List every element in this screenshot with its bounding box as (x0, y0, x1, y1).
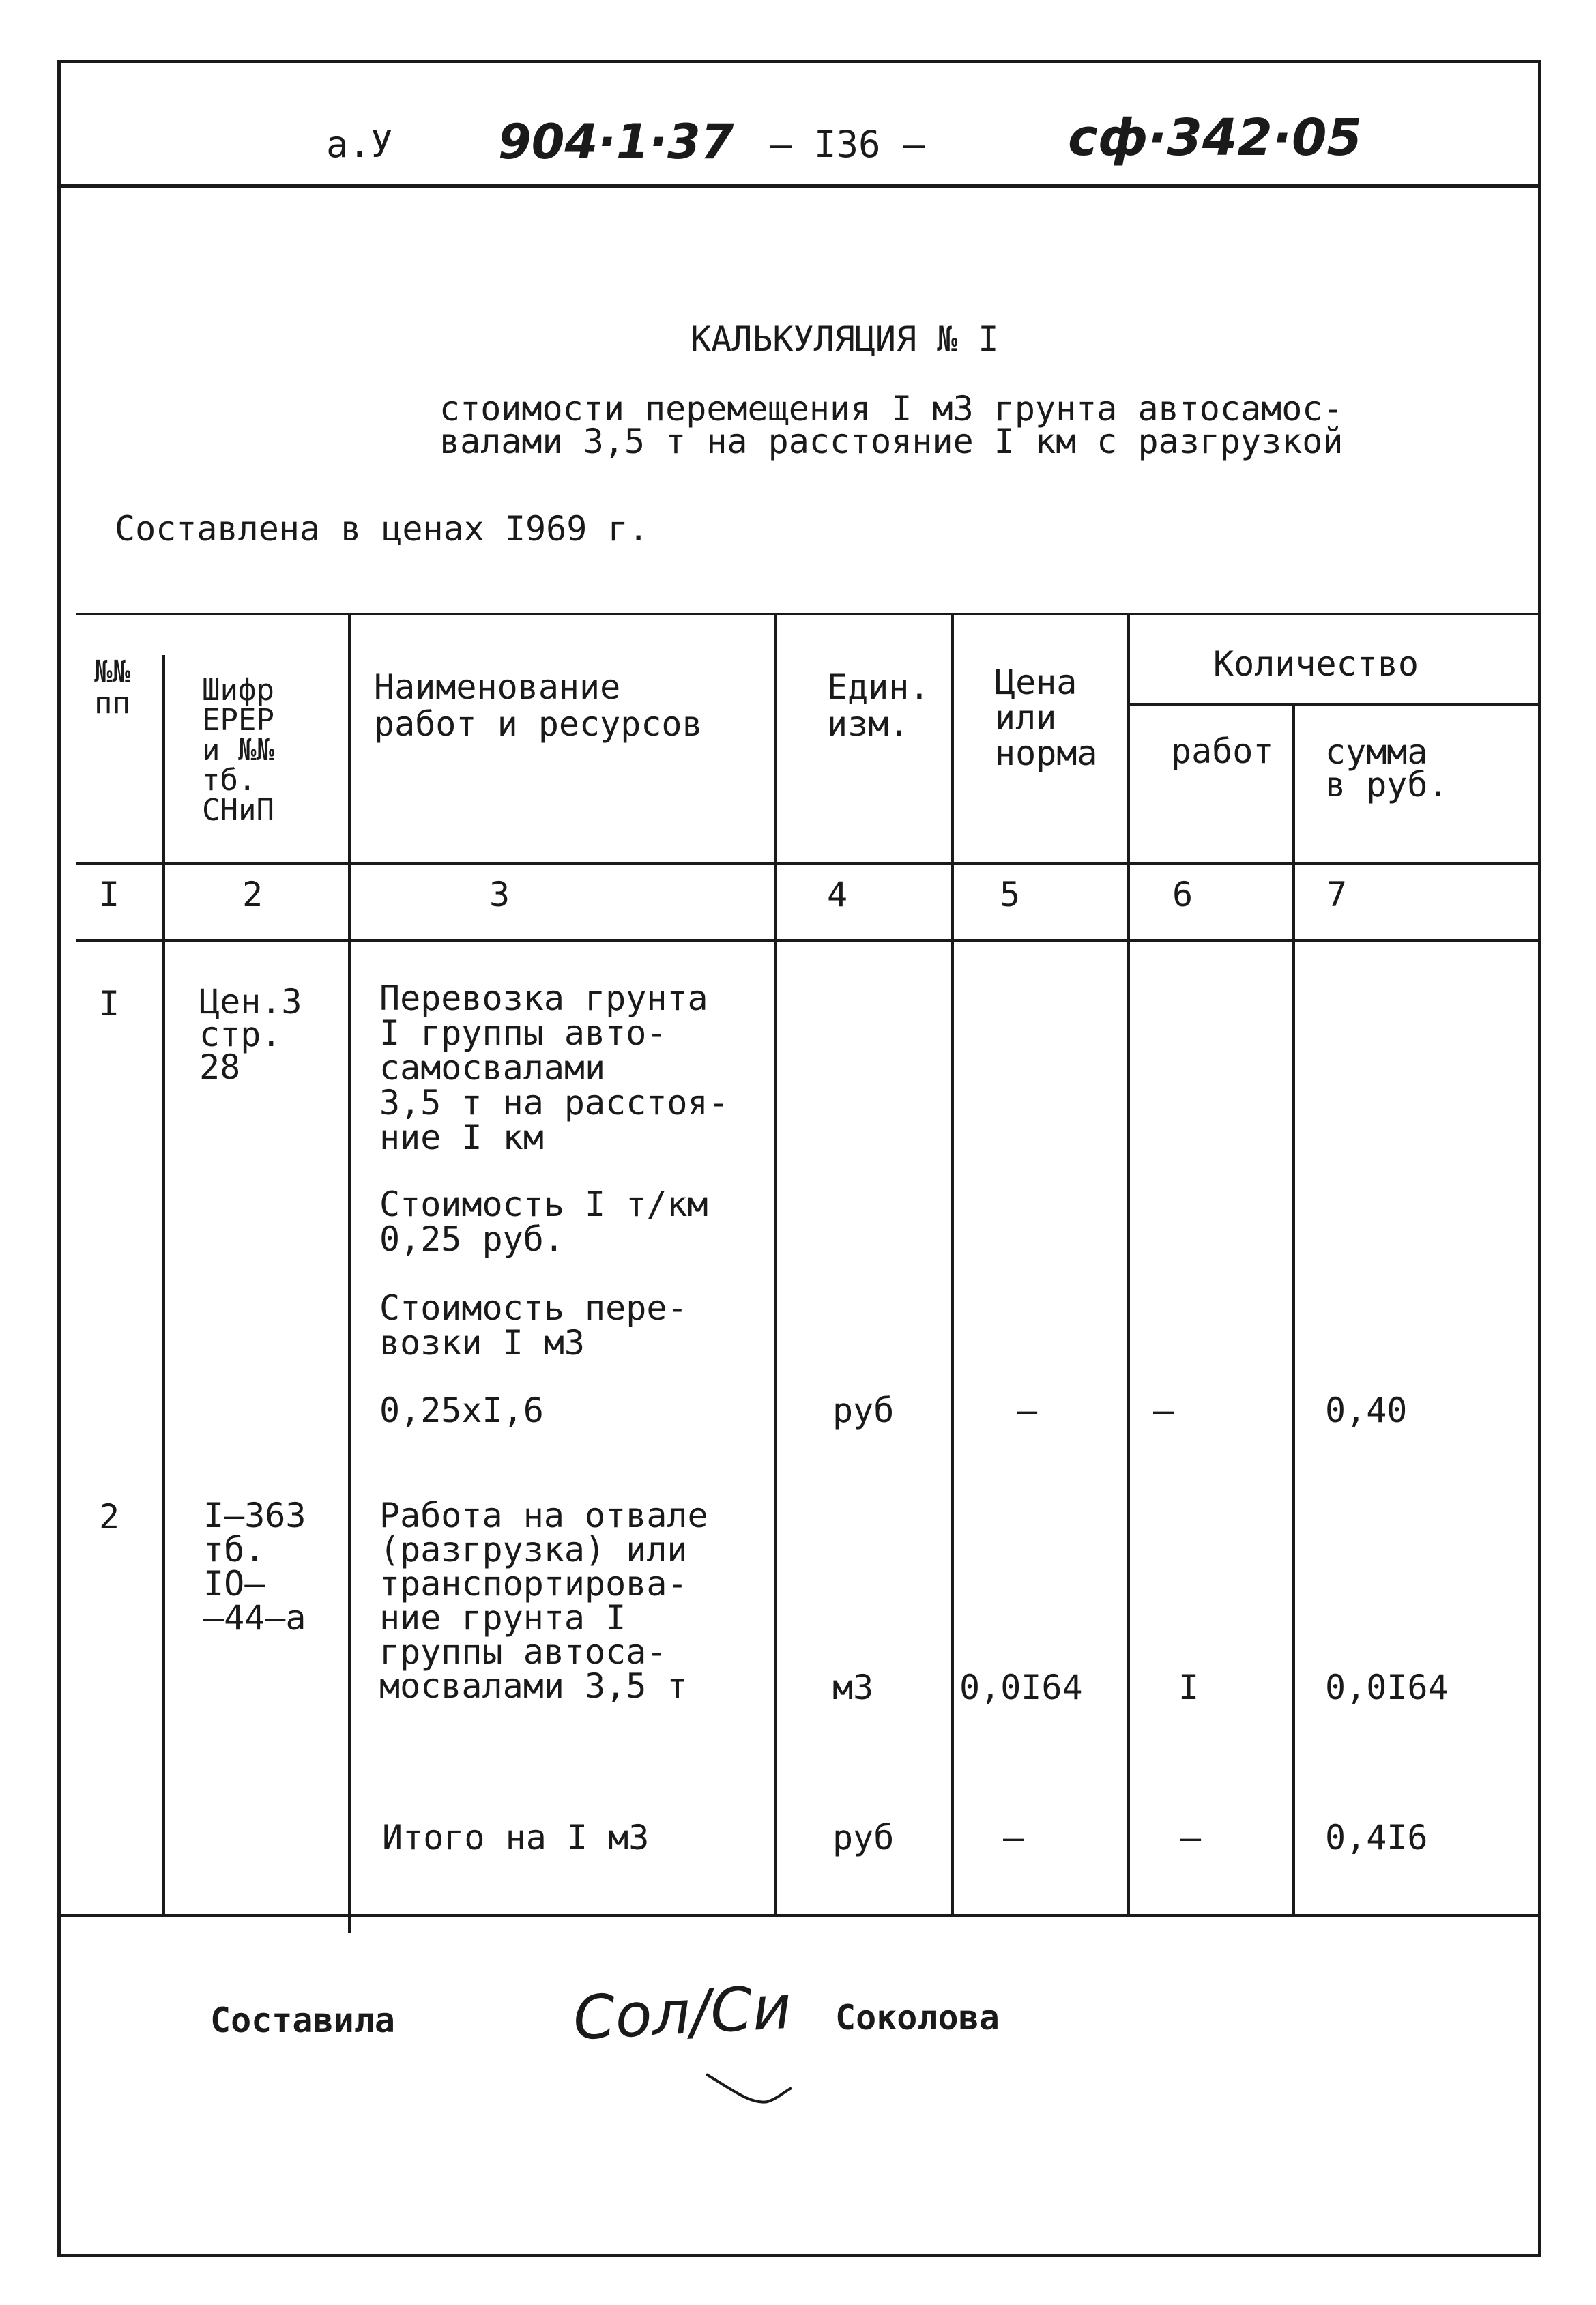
row-2-sum: 0,0I64 (1325, 1668, 1449, 1707)
column-number-2: 2 (242, 875, 263, 914)
row-2-price: 0,0I64 (959, 1668, 1083, 1707)
table-top-border (76, 613, 1541, 615)
header-col-code: Шифр ЕРЕР и №№ тб. СНиП (202, 673, 274, 828)
header-page-number: – I36 – (770, 123, 925, 166)
header-divider (57, 184, 1541, 188)
signature: Сол/Си (571, 1971, 794, 2054)
column-number-7: 7 (1326, 875, 1348, 914)
document-title-line-1: стоимости перемещения I м3 грунта автосамос- (439, 389, 1344, 429)
header-col-work: работ (1171, 731, 1274, 771)
col-divider-3 (774, 613, 777, 1914)
number-row-bottom-border (76, 939, 1541, 942)
column-number-1: I (99, 875, 120, 914)
table-bottom-border (57, 1914, 1541, 1917)
compiled-by-label: Составила (210, 2001, 395, 2040)
header-col-description: Наименование работ и ресурсов (374, 667, 703, 744)
row-1-code: Цен.3 стр. 28 (199, 982, 302, 1087)
col-divider-5 (1127, 613, 1130, 1914)
header-quantity: Количество (1213, 644, 1419, 684)
row-1-transport-cost: Стоимость пере- возки I м3 (379, 1288, 688, 1363)
row-1-formula: 0,25xI,6 (379, 1391, 544, 1430)
col-divider-1 (162, 655, 165, 1914)
row-1-sum: 0,40 (1325, 1391, 1408, 1430)
header-col-price: Цена или норма (995, 663, 1098, 773)
row-1-price: – (1017, 1391, 1038, 1430)
total-label: Итого на I м3 (382, 1818, 650, 1857)
col-divider-2 (348, 613, 351, 1933)
prices-note: Составлена в ценах I969 г. (115, 509, 649, 549)
column-number-4: 4 (827, 875, 848, 914)
row-2-unit: м3 (832, 1668, 874, 1707)
header-code: сф·342·05 (1068, 108, 1362, 167)
column-number-3: 3 (489, 875, 510, 914)
document-heading: КАЛЬКУЛЯЦИЯ № I (691, 319, 999, 359)
column-number-6: 6 (1172, 875, 1193, 914)
col-divider-6 (1292, 703, 1295, 1914)
document-title-line-2: валами 3,5 т на расстояние I км с разгрузкой (439, 422, 1344, 461)
total-unit: руб (832, 1818, 895, 1857)
row-1-unit: руб (832, 1391, 895, 1430)
header-bottom-border (76, 862, 1541, 865)
column-number-5: 5 (1000, 875, 1021, 914)
quantity-subheader-line (1127, 703, 1541, 706)
col-divider-4 (951, 613, 954, 1914)
row-1-tkm-cost: Стоимость I т/км 0,25 руб. (379, 1185, 708, 1259)
signature-flourish (703, 2061, 798, 2115)
total-quantity: – (1180, 1818, 1202, 1857)
row-2-number: 2 (99, 1497, 120, 1537)
header-prefix: а.У (326, 123, 393, 166)
row-1-quantity: – (1153, 1391, 1174, 1430)
total-price: – (1003, 1818, 1024, 1857)
header-series: 904·1·37 (498, 114, 734, 170)
row-1-number: I (99, 984, 120, 1024)
row-2-code: I–363 тб. IO– –44–а (203, 1496, 306, 1638)
row-1-description: Перевозка грунта I группы авто- самосвалами 3,5 т на расстоя- ние I км (379, 978, 729, 1157)
row-2-quantity: I (1178, 1668, 1200, 1707)
compiler-name: Соколова (835, 1998, 1000, 2038)
total-sum: 0,4I6 (1325, 1818, 1428, 1857)
header-col-sum: сумма в руб. (1325, 732, 1449, 804)
row-2-description: Работа на отвале (разгрузка) или транспортирова- ние грунта I группы автоса- мосвалами 3,5 т (379, 1496, 708, 1706)
header-col-number: №№ пп (94, 654, 130, 721)
header-col-unit: Един. изм. (827, 667, 930, 744)
